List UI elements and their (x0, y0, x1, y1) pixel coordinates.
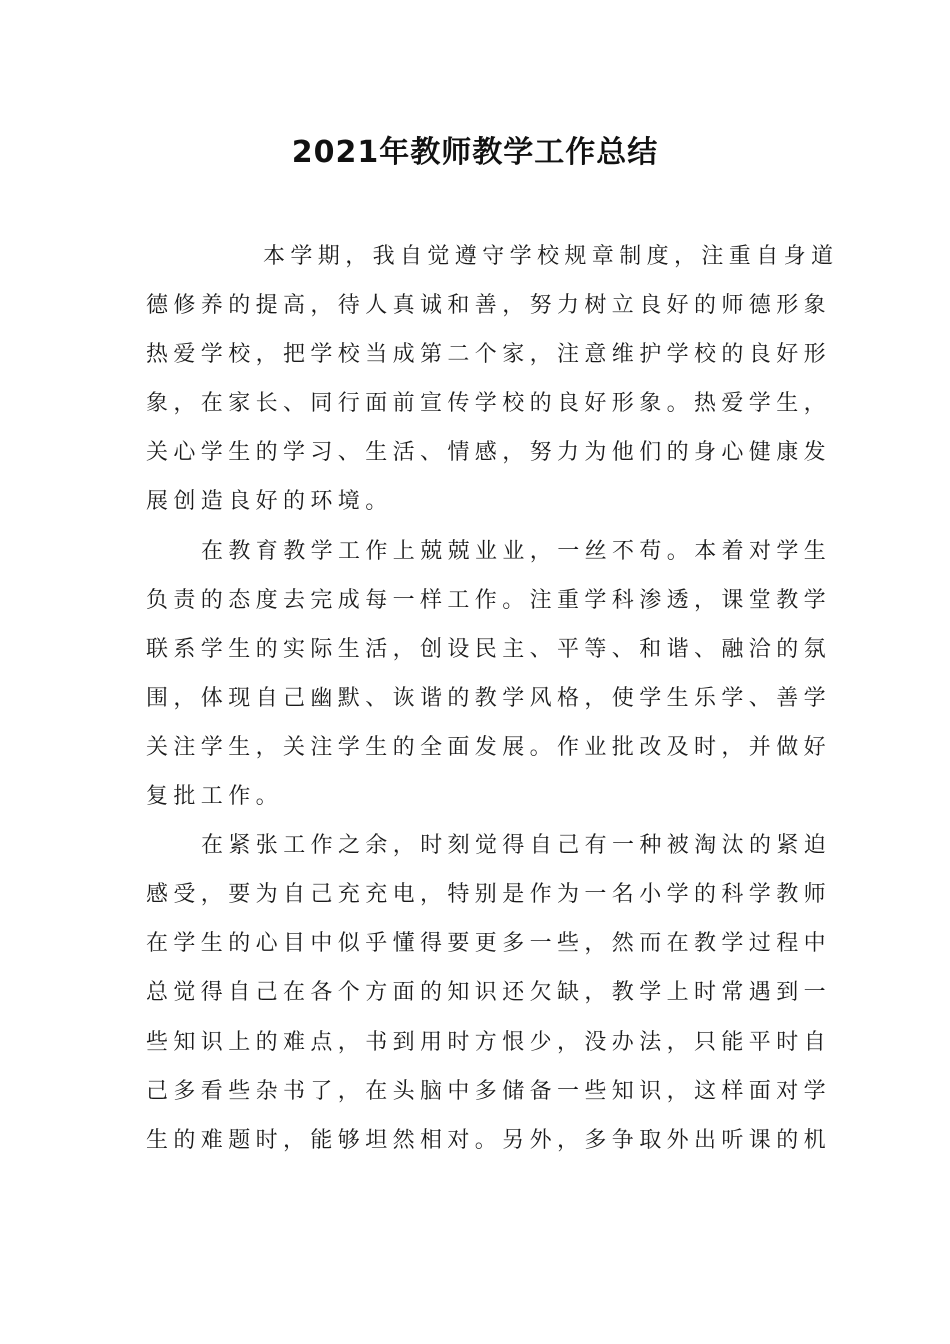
paragraph-1 (146, 232, 839, 527)
text-line: 些知识上的难点，书到用时方恨少，没办法，只能平时自 (146, 1029, 832, 1055)
text-line: 己多看些杂书了，在头脑中多储备一些知识，这样面对学 (146, 1078, 832, 1104)
text-line: 复批工作。 (146, 784, 284, 810)
text-line: 在教育教学工作上兢兢业业，一丝不苟。本着对学生 (201, 538, 832, 564)
text-line: 德修养的提高，待人真诚和善，努力树立良好的师德形象 (146, 293, 832, 319)
text-line: 本学期，我自觉遵守学校规章制度，注重自身道 (263, 244, 839, 269)
text-line: 在紧张工作之余，时刻觉得自己有一种被淘汰的紧迫 (201, 833, 832, 859)
text-line: 联系学生的实际生活，创设民主、平等、和谐、融洽的氛 (146, 636, 832, 662)
text-line: 感受，要为自己充充电，特别是作为一名小学的科学教师 (146, 882, 832, 908)
text-line: 关注学生，关注学生的全面发展。作业批改及时，并做好 (146, 734, 832, 760)
text-line: 围，体现自己幽默、诙谐的教学风格，使学生乐学、善学 (146, 685, 832, 711)
document-title: 2021年教师教学工作总结 (291, 135, 659, 170)
text-line: 在学生的心目中似乎懂得要更多一些，然而在教学过程中 (146, 931, 832, 957)
text-line: 总觉得自己在各个方面的知识还欠缺，教学上时常遇到一 (146, 980, 832, 1006)
paragraph-2 (146, 527, 832, 822)
paragraph-3 (146, 821, 832, 1165)
text-line: 负责的态度去完成每一样工作。注重学科渗透，课堂教学 (146, 587, 832, 613)
text-line: 象，在家长、同行面前宣传学校的良好形象。热爱学生， (146, 391, 832, 417)
document-body (146, 232, 839, 1165)
text-line: 展创造良好的环境。 (146, 489, 393, 515)
text-line: 生的难题时，能够坦然相对。另外，多争取外出听课的机 (146, 1127, 832, 1153)
text-line: 热爱学校，把学校当成第二个家，注意维护学校的良好形 (146, 342, 832, 368)
text-line: 关心学生的学习、生活、情感，努力为他们的身心健康发 (146, 440, 832, 466)
